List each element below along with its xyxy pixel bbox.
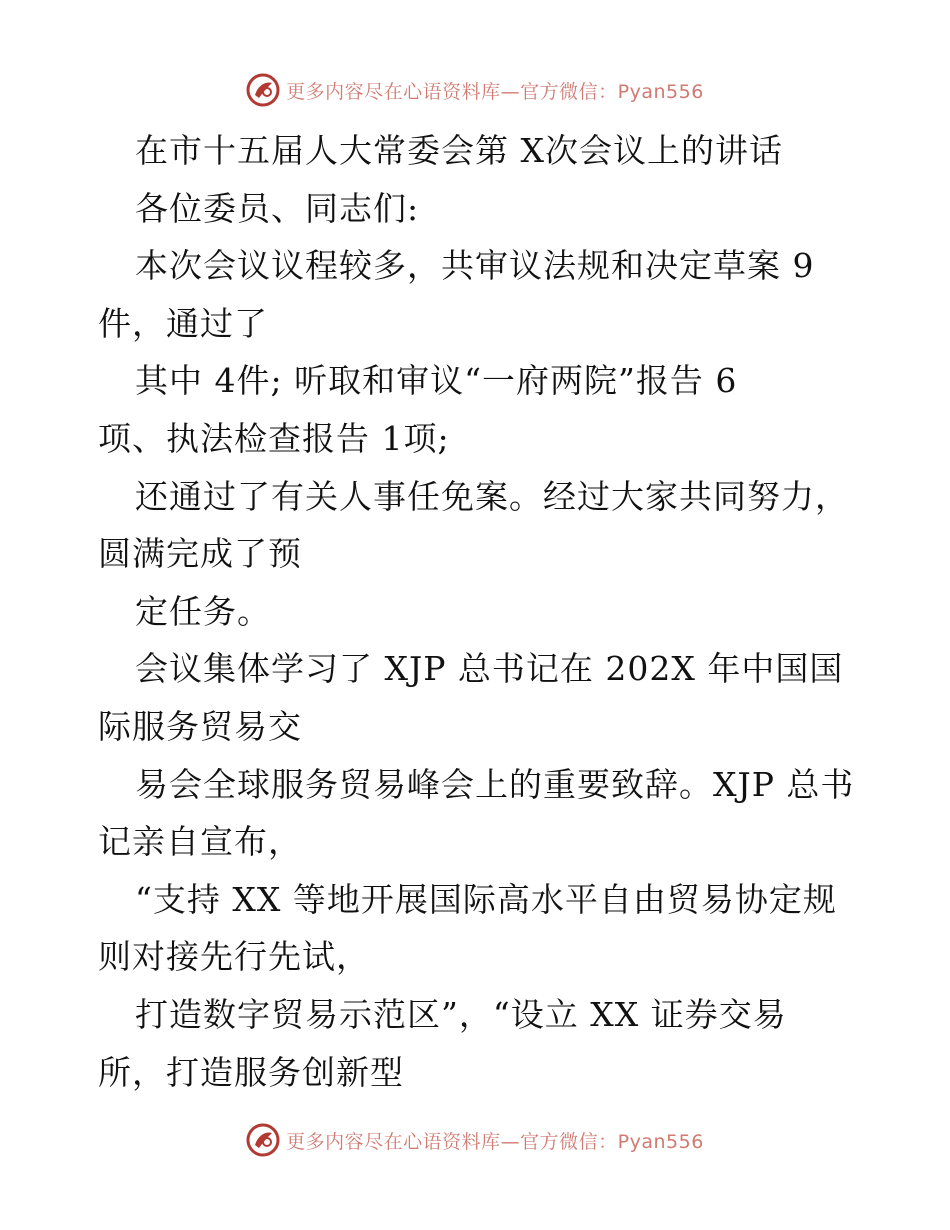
footer-watermark-text: 更多内容尽在心语资料库—官方微信：Pyan556	[286, 1130, 704, 1153]
flower-seal-icon	[246, 73, 280, 107]
salutation: 各位委员、同志们:	[135, 188, 420, 228]
paragraph-line: 圆满完成了预	[98, 534, 302, 574]
document-title: 在市十五届人大常委会第 X次会议上的讲话	[135, 131, 783, 170]
paragraph-line: 还通过了有关人事任免案。经过大家共同努力，	[135, 476, 849, 516]
paragraph-line: 项、执法检查报告 1项;	[98, 418, 450, 458]
paragraph-line: 打造数字贸易示范区”，“设立 XX 证券交易	[135, 994, 787, 1034]
paragraph-line: 则对接先行先试，	[98, 937, 370, 977]
paragraph-line: 所，打造服务创新型	[98, 1052, 404, 1092]
paragraph-line: 易会全球服务贸易峰会上的重要致辞。XJP 总书	[135, 764, 855, 804]
header-watermark	[0, 70, 950, 110]
paragraph-line: 本次会议议程较多，共审议法规和决定草案 9	[135, 246, 815, 286]
paragraph-line: 其中 4件; 听取和审议“一府两院”报告 6	[135, 361, 738, 401]
paragraph-line: 记亲自宣布，	[98, 822, 302, 862]
paragraph-line: “支持 XX 等地开展国际高水平自由贸易协定规	[135, 879, 837, 919]
paragraph-line: 际服务贸易交	[98, 706, 302, 746]
paragraph-line: 件，通过了	[98, 303, 268, 343]
header-watermark-text: 更多内容尽在心语资料库—官方微信：Pyan556	[286, 80, 704, 103]
footer-watermark	[0, 1120, 950, 1160]
paragraph-line: 会议集体学习了 XJP 总书记在 202X 年中国国	[135, 649, 844, 689]
paragraph-line: 定任务。	[135, 591, 271, 631]
flower-seal-icon	[246, 1123, 280, 1157]
document-body	[98, 122, 878, 1101]
